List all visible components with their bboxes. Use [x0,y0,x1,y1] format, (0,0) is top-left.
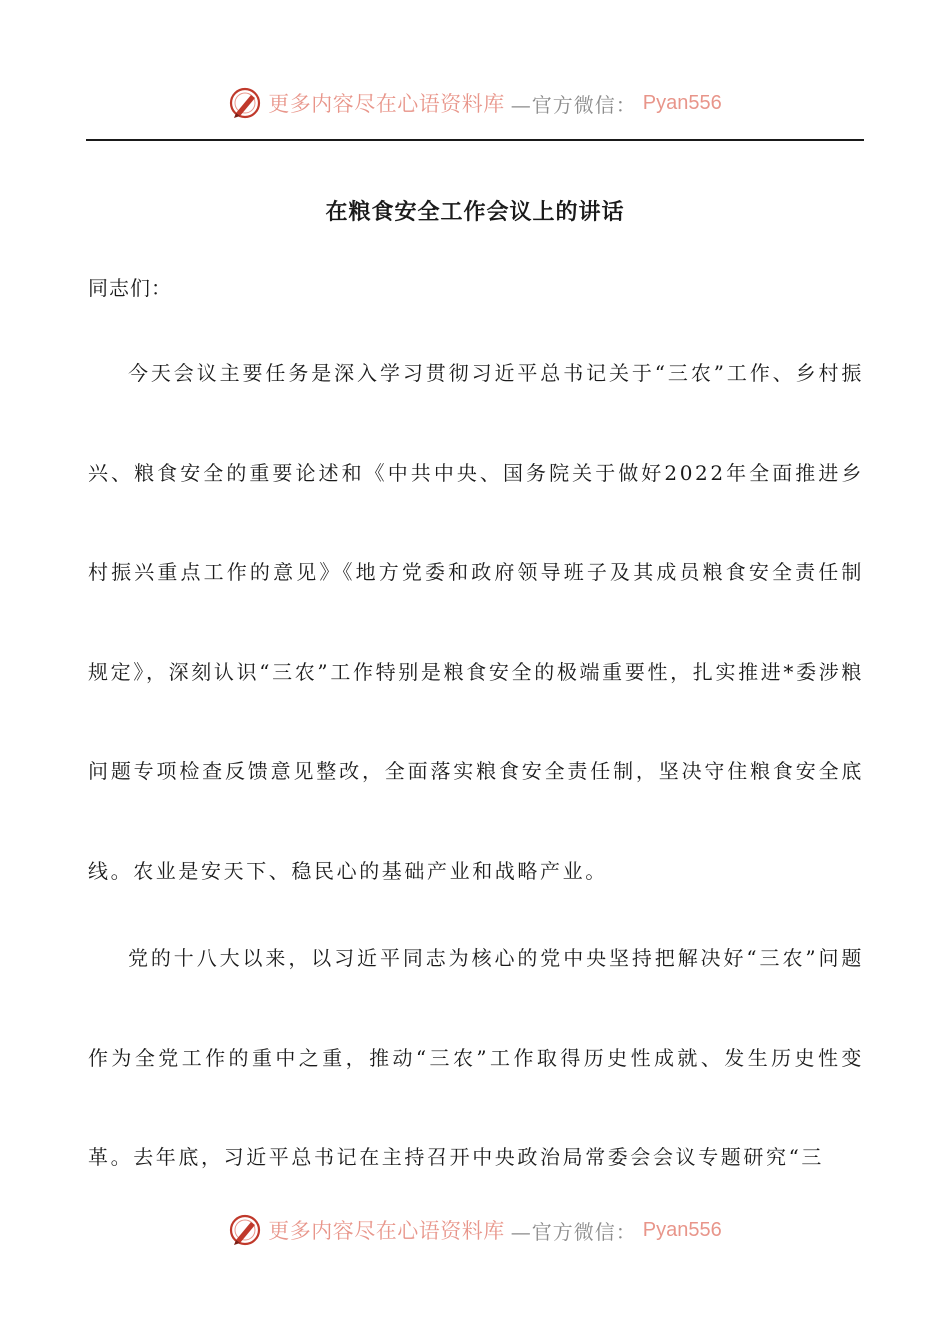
banner-slogan: 更多内容尽在心语资料库 [268,92,505,116]
banner-account: Pyan556 [642,91,722,114]
body-paragraph: 今天会议主要任务是深入学习贯彻习近平总书记关于“三农”工作、乡村振兴、粮食安全的重要论述和《中共中央、国务院关于做好2022年全面推进乡村振兴重点工作的意见》《地方党委和政府领导班子及其成员粮食安全责任制规定》，深刻认识“三农”工作特别是粮食安全的极端重要性，扎实推进*委涉粮问题专项检查反馈意见整改，全面落实粮食安全责任制，坚决守住粮食安全底线。农业是安天下、稳民心的基础产业和战略产业。 [88,361,864,883]
body-paragraph: 党的十八大以来，以习近平同志为核心的党中央坚持把解决好“三农”问题作为全党工作的重中之重，推动“三农”工作取得历史性成就、发生历史性变革。去年底，习近平总书记在主持召开中央政治局常委会会议专题研究“三 [88,946,864,1169]
footer-banner [0,1210,950,1250]
banner-wechat-label: —官方微信： [510,92,637,117]
page-title: 在粮食安全工作会议上的讲话 [325,199,625,225]
banner-wechat-label: —官方微信： [510,1219,637,1244]
greeting: 同志们： [88,276,172,300]
header-banner [0,83,950,123]
pen-logo-icon [228,86,262,120]
banner-account: Pyan556 [642,1218,722,1241]
pen-logo-icon [228,1213,262,1247]
banner-slogan: 更多内容尽在心语资料库 [268,1219,505,1243]
header-divider [86,139,864,141]
